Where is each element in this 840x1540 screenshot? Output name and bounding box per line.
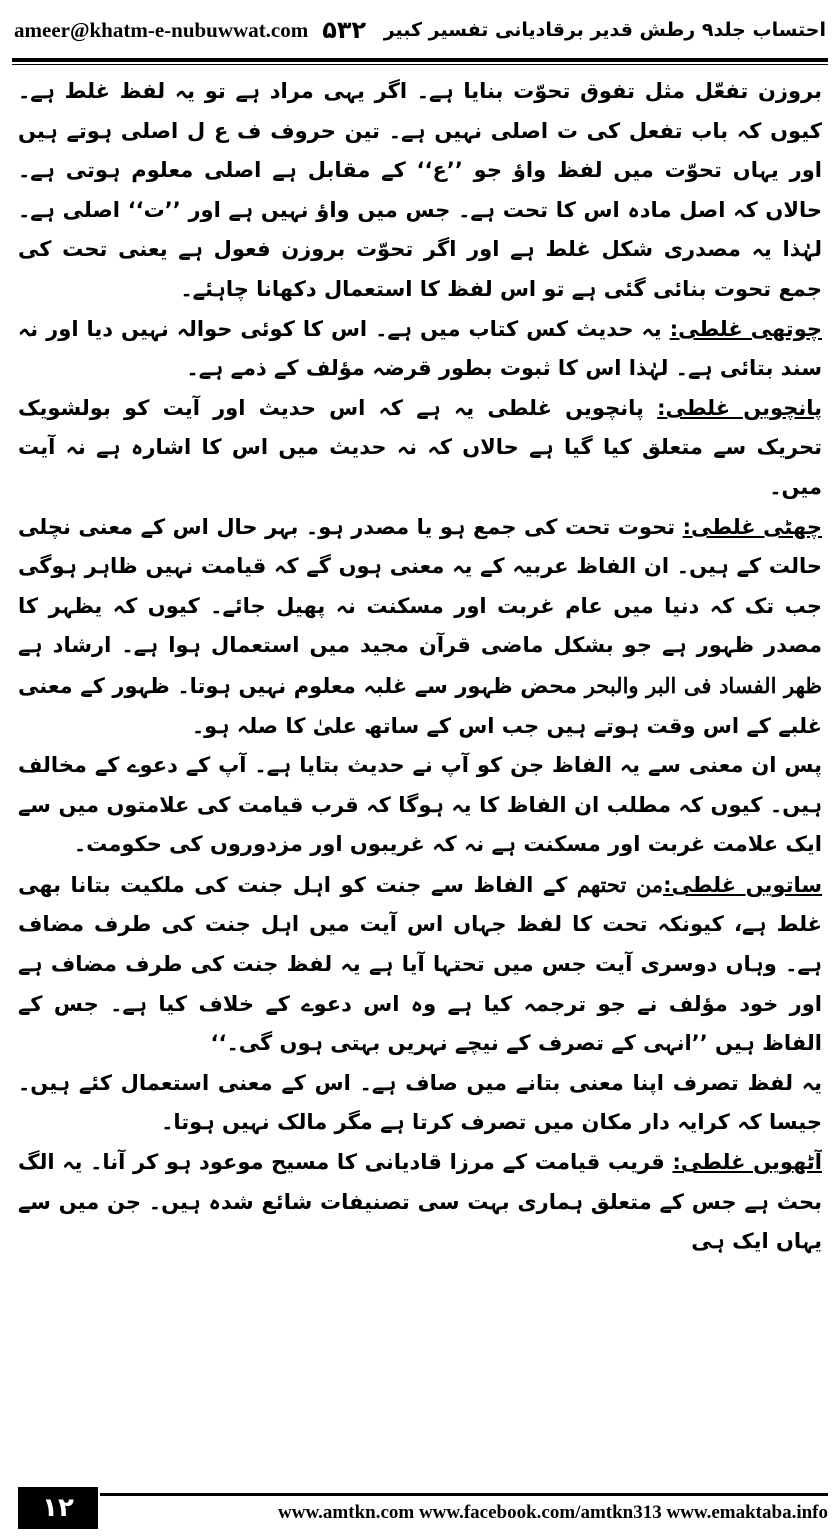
heading-eighth-error: آٹھویں غلطی: <box>672 1150 822 1175</box>
body-text <box>18 72 822 1477</box>
paragraph-4-text: تحوت تحت کی جمع ہو یا مصدر ہو۔ بہر حال اس کے معنی نچلی حالت کے ہیں۔ ان الفاظ عربیہ کے یہ معنی ہوں گے کہ قیامت نہیں ظاہر ہوگی جب تک کہ دنیا میں عام غربت اور مسکنت نہ پھیل جائے۔ کیوں کہ یظہر کا مصدر ظہور ہے جو بشکل ماضی قرآن مجید میں استعمال ہوا ہے۔ ارشاد ہے <box>18 514 822 658</box>
heading-seventh-error: ساتویں غلطی: <box>663 872 822 897</box>
header-book-title: احتساب جلد۹ رطش قدیر برقادیانی تفسیر کبیر <box>383 19 826 41</box>
footer-rule <box>100 1493 828 1496</box>
paragraph-7-text: یہ لفظ تصرف اپنا معنی بتانے میں صاف ہے۔ اس کے معنی استعمال کئے ہیں۔ جیسا کہ کرایہ دار مکان میں تصرف کرتا ہے مگر مالک نہیں ہوتا۔ <box>18 1070 822 1135</box>
heading-sixth-error: چھٹی غلطی: <box>682 514 822 539</box>
header-left <box>14 16 366 44</box>
footer-page-number: ۱۲ <box>18 1487 98 1529</box>
quran-quote: ظهر الفساد فى البر والبحر <box>584 672 822 698</box>
page-header <box>14 10 826 50</box>
paragraph-1-text: بروزن تفعّل مثل تفوق تحوّت بنایا ہے۔ اگر یہی مراد ہے تو یہ لفظ غلط ہے۔ کیوں کہ باب تفعل کی ت اصلی نہیں ہے۔ تین حروف ف ع ل اصلی ہوتے ہیں اور یہاں تحوّت میں لفظ واؤ جو ’’ع‘‘ کے مقابل ہے اصلی معلوم ہوتی ہے۔ حالاں کہ اصل مادہ اس کا تحت ہے۔ جس میں واؤ نہیں ہے اور ’’ت‘‘ اصلی ہے۔ لہٰذا یہ مصدری شکل غلط ہے اور اگر تحوّت بروزن فعول ہے یعنی تحت کی جمع تحوت بنائی گئی ہے تو اس لفظ کا استعمال دکھانا چاہئے۔ <box>18 79 822 301</box>
paragraph-3 <box>18 389 822 508</box>
paragraph-5 <box>18 746 822 865</box>
paragraph-2-text: یہ حدیث کس کتاب میں ہے۔ اس کا کوئی حوالہ نہیں دیا اور نہ سند بتائی ہے۔ لہٰذا اس کا ثبوت بطور قرضہ مؤلف کے ذمے ہے۔ <box>18 316 822 381</box>
heading-fourth-error: چوتھی غلطی: <box>669 316 822 341</box>
paragraph-7 <box>18 1064 822 1143</box>
header-email[interactable]: ameer@khatm-e-nubuwwat.com <box>14 17 309 42</box>
paragraph-6 <box>18 865 822 1064</box>
paragraph-4-text-cont: محض ظہور سے غلبہ معلوم نہیں ہوتا۔ ظہور کے معنی غلبے کے اس وقت ہوتے ہیں جب اس کے ساتھ علیٰ کا صلہ ہو۔ <box>18 673 822 738</box>
paragraph-5-text: پس ان معنی سے یہ الفاظ جن کو آپ نے حدیث بتایا ہے۔ آپ کے دعوے کے مخالف ہیں۔ کیوں کہ مطلب ان الفاظ کا یہ ہوگا کہ قرب قیامت کی علامتوں میں سے ایک علامت غربت اور مسکنت ہے نہ کہ غریبوں اور مزدوروں کی حکومت۔ <box>18 753 822 857</box>
paragraph-3-text: پانچویں غلطی یہ ہے کہ اس حدیث اور آیت کو بولشویک تحریک سے متعلق کیا گیا ہے حالاں کہ نہ حدیث میں اس کا اشارہ ہے نہ آیت میں۔ <box>18 395 822 499</box>
paragraph-4 <box>18 508 822 747</box>
paragraph-1 <box>18 72 822 310</box>
arabic-phrase: من تحتهم <box>576 871 664 897</box>
paragraph-8-text: قریب قیامت کے مرزا قادیانی کا مسیح موعود ہو کر آنا۔ یہ الگ بحث ہے جس کے متعلق ہماری بہت سی تصنیفات شائع شدہ ہیں۔ جن میں سے یہاں ایک ہی <box>18 1150 822 1254</box>
paragraph-8 <box>18 1143 822 1262</box>
header-rule <box>12 58 828 62</box>
header-rule-thin <box>12 64 828 65</box>
heading-fifth-error: پانچویں غلطی: <box>657 395 822 420</box>
footer-links[interactable]: www.amtkn.com www.facebook.com/amtkn313 www.emaktaba.info <box>278 1502 828 1523</box>
paragraph-6-text: کے الفاظ سے جنت کو اہل جنت کی ملکیت بتانا بھی غلط ہے، کیونکہ تحت کا لفظ جہاں اس آیت میں اہل جنت کی طرف مضاف ہے۔ وہاں دوسری آیت جس میں تحتہا آیا ہے یہ لفظ جنت کی طرف مضاف ہے اور خود مؤلف نے جو ترجمہ کیا ہے وہ اس دعوے کے خلاف کیا ہے۔ جس کے الفاظ ہیں ’’انہی کے تصرف کے نیچے نہریں بہتی ہوں گی۔‘‘ <box>18 872 822 1056</box>
paragraph-2 <box>18 310 822 389</box>
header-page-number: ۵۳۲ <box>322 16 367 44</box>
